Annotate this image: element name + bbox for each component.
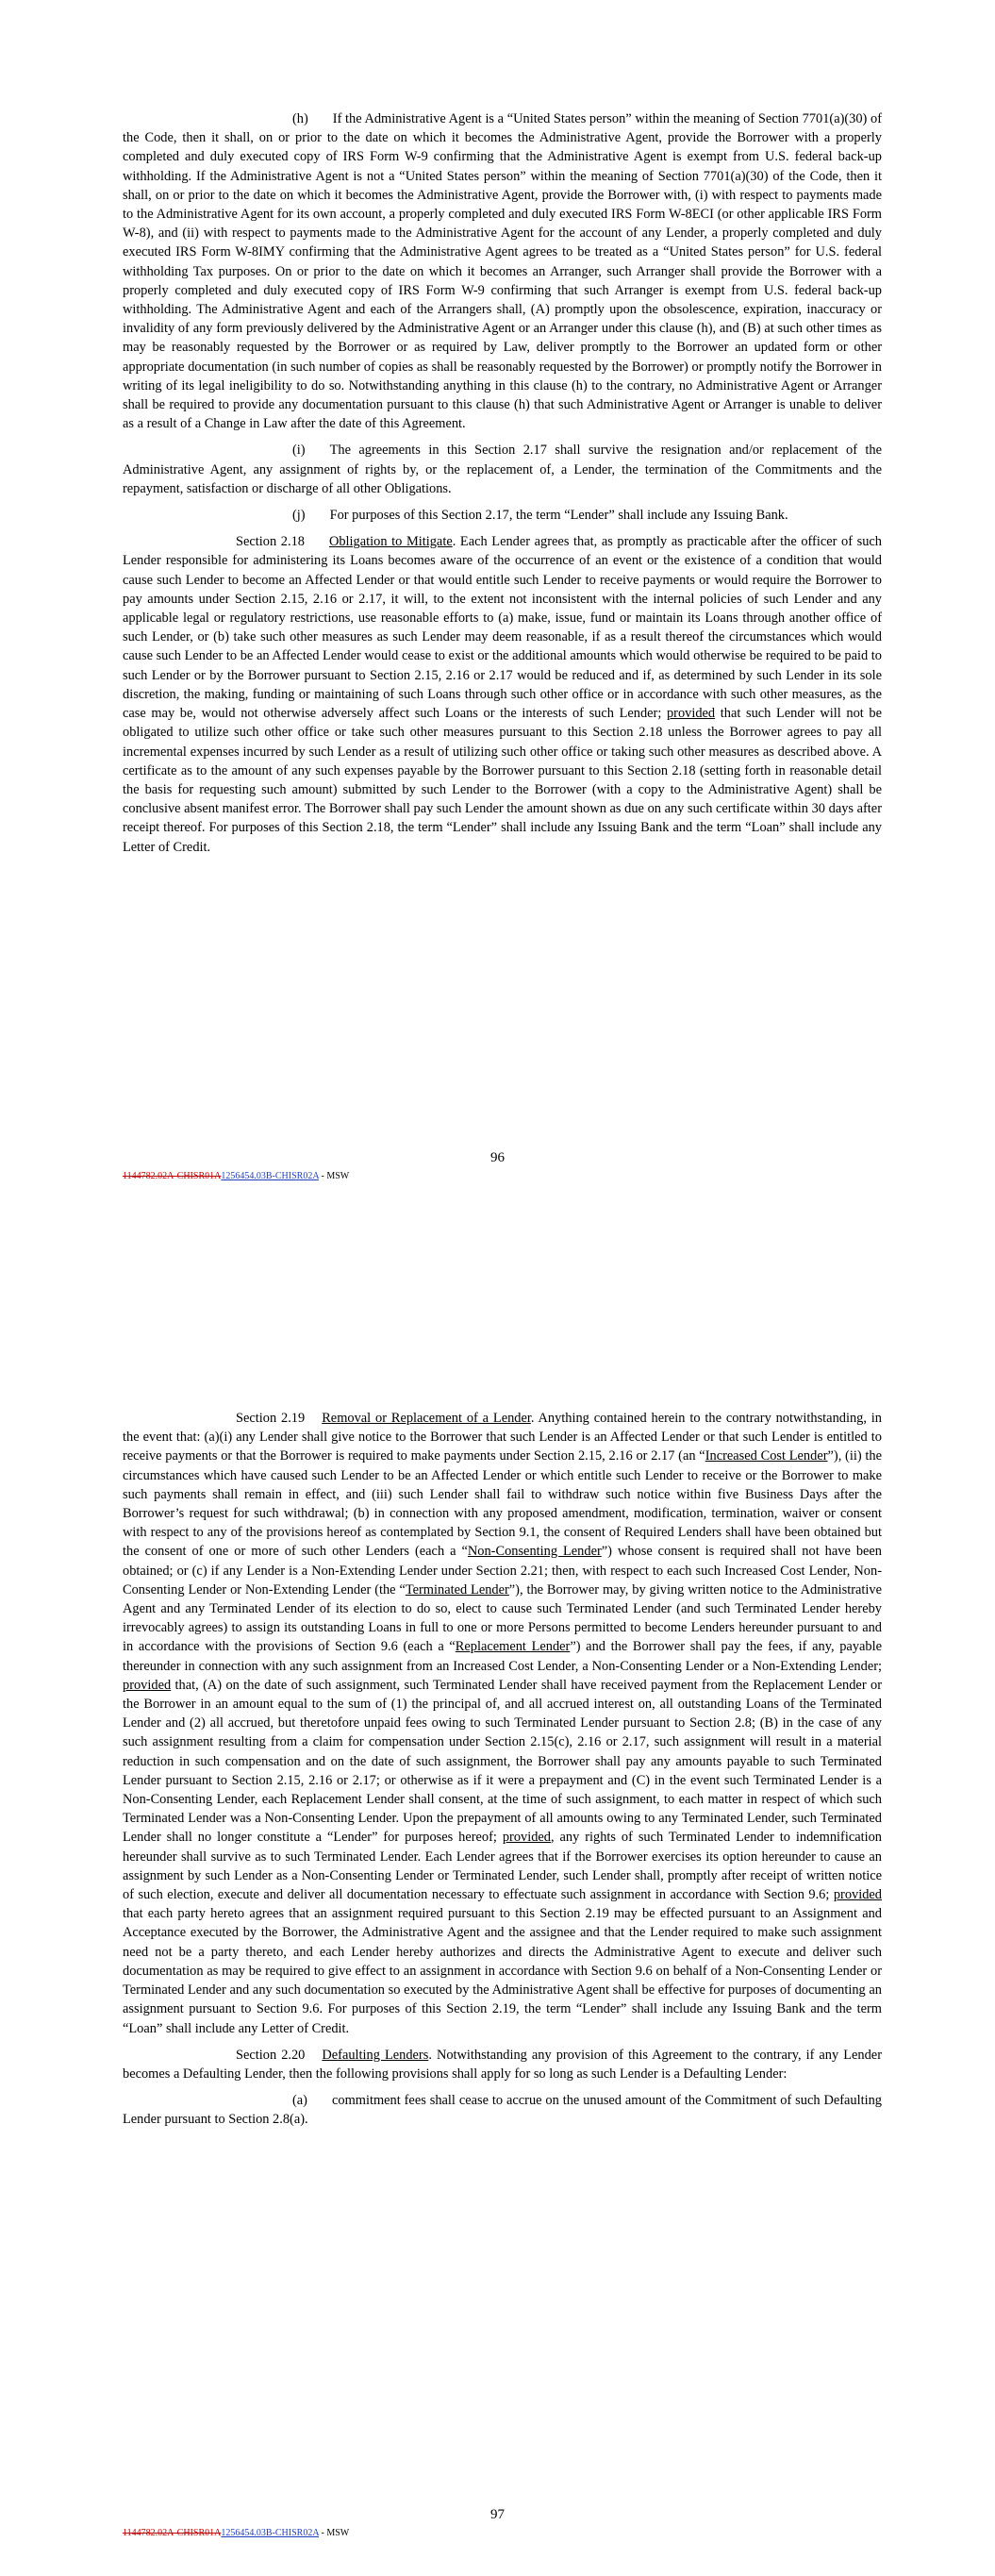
section-2-20-number: Section 2.20 xyxy=(236,2047,306,2063)
clause-j-label: (j) xyxy=(292,508,306,524)
section-2-19-text-3: ”) whose consent is required shall not have been obtained; or (c) if any Lender is a Non-Extending Lender under Section 2.21; then, with respect to each such Increased Cost Lender, Non-Consenting Lender or Non-Extending Lender (the “ xyxy=(123,1544,882,1597)
section-2-19-text-7: , any rights of such Terminated Lender to indemnification hereunder shall survive as to such Terminated Lender. Each Lender agrees that if the Borrower exercises its option hereunder to cause an assignment by such Lender as a Non-Consenting Lender or Terminated Lender, such Lender shall, promptly after receipt of written notice of such election, execute and deliver all documentation necessary to effectuate such assignment in accordance with Section 9.6; xyxy=(123,1830,883,1903)
provided-term: provided xyxy=(123,1677,172,1693)
clause-j-text: For purposes of this Section 2.17, the term “Lender” shall include any Issuing Bank. xyxy=(329,508,788,524)
section-2-18-text-a: . Each Lender agrees that, as promptly as practicable after the officer of such Lender responsible for administering its Loans becomes aware of the occurrence of an event or the existence of a condition that would cause such Lender to become an Affected Lender or that would entitle such Lender to receive payments or would require the Borrower to pay amounts under Section 2.15, 2.16 or 2.17, it will, to the extent not inconsistent with the internal policies of such Lender and any applicable legal or regulatory restrictions, use reasonable efforts to (a) make, issue, fund or maintain its Loans through another office of such Lender, or (b) take such other measures as such Lender may deem reasonable, if as a result thereof the circumstances which would cause such Lender to be an Affected Lender would cease to exist or the additional amounts which would otherwise be required to be paid to such Lender or by the Borrower pursuant to Section 2.15, 2.16 or 2.17 would be reduced and if, as determined by such Lender in its sole discretion, the making, funding or maintaining of such Loans through such other office or in accordance with such other measures, as the case may be, would not otherwise adversely affect such Loans or the interests of such Lender; xyxy=(123,534,883,722)
inserted-doc-id: 1256454.03B-CHISR02A xyxy=(221,2528,319,2538)
section-2-20 xyxy=(123,2046,882,2083)
page-number: 97 xyxy=(490,2507,505,2522)
provided-term: provided xyxy=(502,1830,551,1846)
deleted-doc-id: 1144782.02A-CHISR01A xyxy=(123,2528,222,2538)
clause-h xyxy=(123,109,882,433)
section-2-19-text-6: that, (A) on the date of such assignment, such Terminated Lender shall have received payment from the Replacement Lender or the Borrower in an amount equal to the sum of (1) the principal of, and all accrued interest on, all outstanding Loans of the Terminated Lender and (2) all accrued, but theretofore unpaid fees owing to such Terminated Lender pursuant to Section 2.8; (B) in the case of any such assignment resulting from a claim for compensation under Section 2.15(c), 2.16 or 2.17, such assignment will result in a material reduction in such compensation and on the date of such assignment, the Borrower shall pay any amounts payable to such Terminated Lender pursuant to Section 2.15, 2.16 or 2.17; or otherwise as if it were a prepayment and (C) in the event such Terminated Lender is a Non-Consenting Lender, each Replacement Lender shall consent, at the time of such assignment, to each matter in respect of which such Terminated Lender was a Non-Consenting Lender. Upon the prepayment of all amounts owing to any Terminated Lender, such Terminated Lender shall no longer constitute a “Lender” for purposes hereof; xyxy=(123,1677,882,1846)
section-2-19-text-8: that each party hereto agrees that an assignment required pursuant to this Section 2.19 may be effected pursuant to an Assignment and Acceptance executed by the Borrower, the Administrative Agent and the assignee and that the Lender required to make such assignment need not be a party thereto, and each Lender hereby authorizes and directs the Administrative Agent to execute and deliver such documentation as may be required to give effect to an assignment in accordance with Section 9.6 on behalf of a Non-Consenting Lender or Terminated Lender and any such documentation so executed by the Administrative Agent shall be effective for purposes of documenting an assignment pursuant to Section 9.6. For purposes of this Section 2.19, the term “Lender” shall include any Issuing Bank and the term “Loan” shall include any Letter of Credit. xyxy=(123,1906,882,2036)
deleted-doc-id: 1144782.02A-CHISR01A xyxy=(123,1171,222,1181)
section-2-19 xyxy=(123,1409,882,2038)
page-97-body xyxy=(123,1409,882,2137)
clause-h-label: (h) xyxy=(292,111,308,126)
section-2-18-number: Section 2.18 xyxy=(236,534,305,550)
section-2-19-text-2: ”), (ii) the circumstances which have caused such Lender to be an Affected Lender or which entitle such Lender to receive or the Borrower to make such payments shall remain in effect, and (iii) such Lender shall fail to withdraw such notice within five Business Days after the Borrower’s request for such withdrawal; (b) in connection with any proposed amendment, modification, termination, waiver or consent with respect to any of the provisions hereof as contemplated by Section 9.1, the consent of Required Lenders shall have been obtained but the consent of one or more of such other Lenders (each a “ xyxy=(123,1448,882,1560)
section-2-18-text-b: that such Lender will not be obligated to utilize such other office or take such other measures pursuant to this Section 2.18 unless the Borrower agrees to pay all incremental expenses incurred by such Lender as a result of utilizing such other office or taking such other measures as described above. A certificate as to the amount of any such expenses payable by the Borrower pursuant to this Section 2.18 (setting forth in reasonable detail the basis for requesting such amount) submitted by such Lender to the Borrower (with a copy to the Administrative Agent) shall be conclusive absent manifest error. The Borrower shall pay such Lender the amount shown as due on any such certificate within 30 days after receipt thereof. For purposes of this Section 2.18, the term “Lender” shall include any Issuing Bank and the term “Loan” shall include any Letter of Credit. xyxy=(123,706,882,855)
section-2-19-text-4: ”), the Borrower may, by giving written notice to the Administrative Agent and any Terminated Lender of its election to do so, elect to cause such Terminated Lender (and such Terminated Lender hereby irrevocably agrees) to assign its outstanding Loans in full to one or more Persons permitted to become Lenders hereunder pursuant to and in accordance with the provisions of Section 9.6 (each a “ xyxy=(123,1581,882,1655)
provided-term: provided xyxy=(833,1887,882,1903)
section-2-19-number: Section 2.19 xyxy=(236,1411,306,1426)
section-2-19-text-1: . Anything contained herein to the contrary notwithstanding, in the event that: (a)(i) any Lender shall give notice to the Borrower that such Lender is an Affected Lender or that such Lender is entitled to receive payments or that the Borrower is required to make payments under Section 2.15, 2.16 or 2.17 (an “ xyxy=(123,1411,882,1464)
footer-suffix: - MSW xyxy=(318,2528,350,2538)
defined-term-replacement-lender: Replacement Lender xyxy=(455,1639,571,1655)
section-2-18-heading: Obligation to Mitigate xyxy=(328,534,453,550)
page-number: 96 xyxy=(490,1150,505,1165)
clause-a-label: (a) xyxy=(292,2093,307,2109)
clause-i-label: (i) xyxy=(292,443,306,459)
clause-h-text: If the Administrative Agent is a “United States person” within the meaning of Section 7701(a)(30) of the Code, then it shall, on or prior to the date on which it becomes the Administrative Agent, provide the Borrower with a properly completed and duly executed copy of IRS Form W-9 confirming that the Administrative Agent is exempt from U.S. federal back-up withholding. If the Administrative Agent is not a “United States person” within the meaning of Section 7701(a)(30) of the Code, then it shall, on or prior to the date on which it becomes the Administrative Agent, provide the Borrower with, (i) with respect to payments made to the Administrative Agent for its own account, a properly completed and duly executed IRS Form W-8ECI (or other applicable IRS Form W-8), and (ii) with respect to payments made to the Administrative Agent for the account of any Lender, a properly completed and duly executed IRS Form W-8IMY confirming that the Administrative Agent agrees to be treated as a “United States person” for U.S. federal withholding Tax purposes. On or prior to the date on which it becomes an Arranger, such Arranger shall provide the Borrower with a properly completed and duly executed copy of IRS Form W-9 confirming that such Arranger is exempt from U.S. federal back-up withholding. The Administrative Agent and each of the Arrangers shall, (A) promptly upon the obsolescence, expiration, inaccuracy or invalidity of any form previously delivered by the Administrative Agent or an Arranger under this clause (h), and (B) at such other times as may be reasonably requested by the Borrower or as required by Law, deliver promptly to the Borrower an updated form or other appropriate documentation (in such number of copies as shall be reasonably requested by the Borrower) or promptly notify the Borrower in writing of its legal ineligibility to do so. Notwithstanding anything in this clause (h) to the contrary, no Administrative Agent or Arranger shall be required to provide any documentation pursuant to this clause (h) that such Administrative Agent or Arranger is unable to deliver as a result of a Change in Law after the date of this Agreement. xyxy=(123,111,882,432)
clause-i-text: The agreements in this Section 2.17 shall survive the resignation and/or replacement of the Administrative Agent, any assignment of rights by, or the replacement of, a Lender, the termination of the Commitments and the repayment, satisfaction or discharge of all other Obligations. xyxy=(123,443,882,496)
provided-term: provided xyxy=(666,706,716,722)
document-id-footer xyxy=(123,1171,349,1181)
page-96 xyxy=(0,0,995,1283)
defined-term-increased-cost-lender: Increased Cost Lender xyxy=(705,1448,828,1464)
section-2-19-heading: Removal or Replacement of a Lender xyxy=(322,1411,531,1426)
section-2-19-text-5: ”) and the Borrower shall pay the fees, if any, payable thereunder in connection with any such assignment from an Increased Cost Lender, a Non-Consenting Lender or a Non-Extending Lender; xyxy=(123,1639,882,1674)
defined-term-terminated-lender: Terminated Lender xyxy=(405,1581,509,1597)
section-2-18 xyxy=(123,532,882,856)
clause-j xyxy=(123,506,882,525)
defined-term-non-consenting-lender: Non-Consenting Lender xyxy=(467,1544,602,1560)
page-96-body xyxy=(123,109,882,864)
footer-suffix: - MSW xyxy=(318,1171,350,1181)
clause-i xyxy=(123,441,882,498)
section-2-20-heading: Defaulting Lenders xyxy=(322,2047,429,2063)
clause-a xyxy=(123,2091,882,2129)
clause-a-text: commitment fees shall cease to accrue on the unused amount of the Commitment of such Defaulting Lender pursuant to Section 2.8(a). xyxy=(123,2093,882,2128)
page-97 xyxy=(0,1378,995,2576)
section-2-20-text: . Notwithstanding any provision of this Agreement to the contrary, if any Lender becomes a Defaulting Lender, then the following provisions shall apply for so long as such Lender is a Defaulting Lender: xyxy=(123,2047,882,2082)
inserted-doc-id: 1256454.03B-CHISR02A xyxy=(221,1171,319,1181)
document-id-footer xyxy=(123,2528,349,2538)
